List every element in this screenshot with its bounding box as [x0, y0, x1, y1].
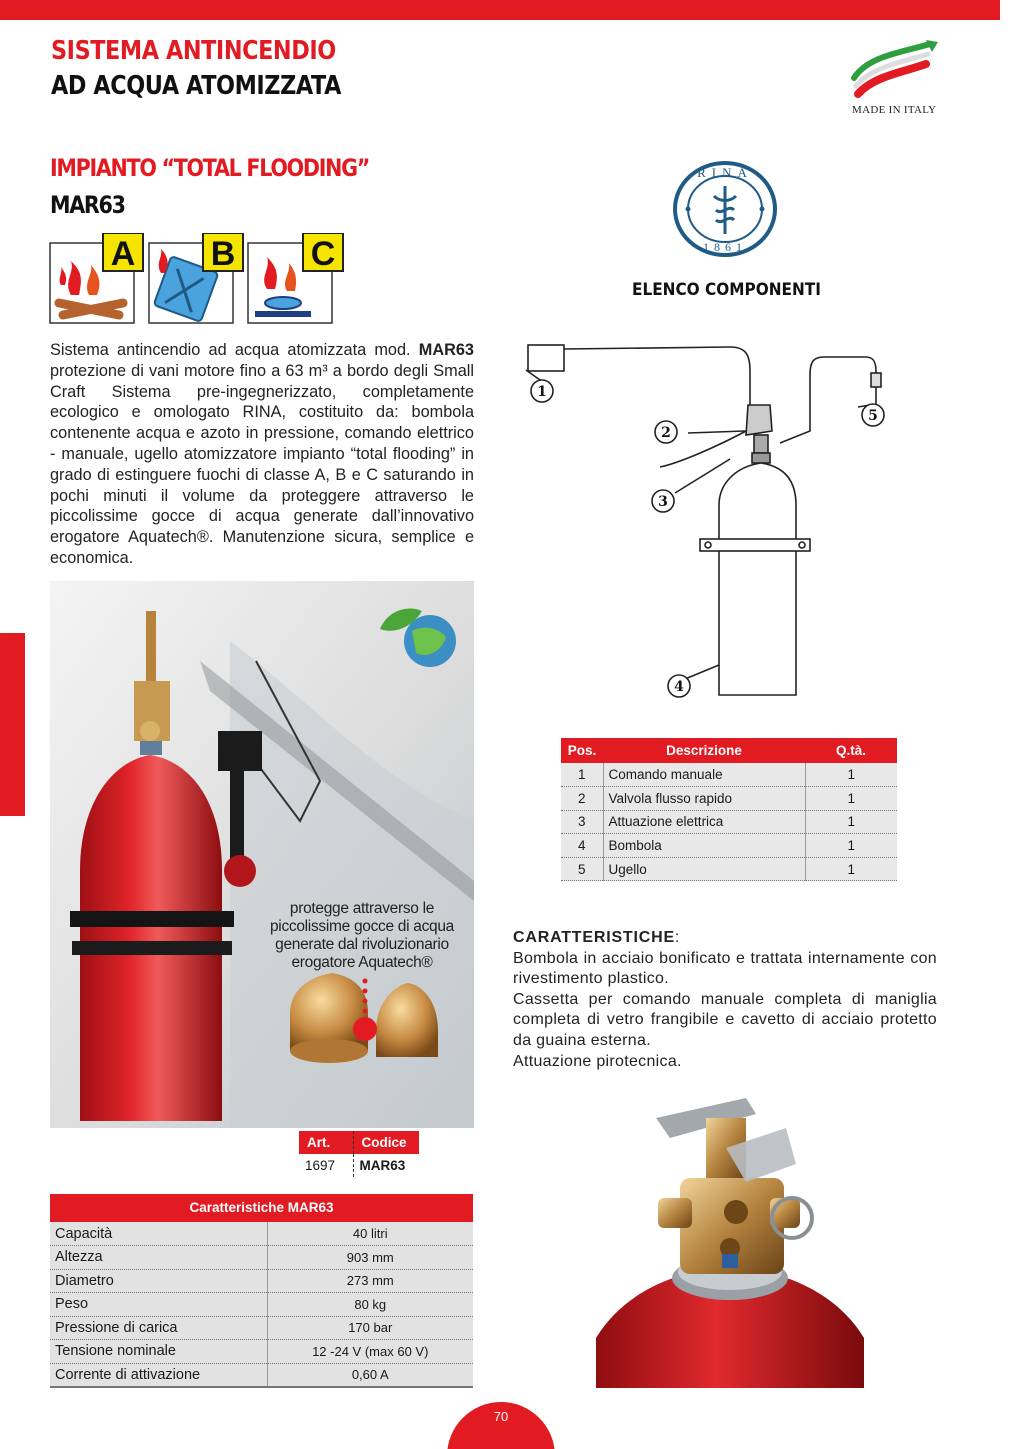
rina-certification-seal — [672, 160, 778, 258]
code-header: Codice — [353, 1131, 419, 1154]
product-photo — [50, 581, 474, 1128]
specs-table — [50, 1194, 473, 1388]
characteristics-colon: : — [674, 929, 680, 946]
characteristics-line: Bombola in acciaio bonificato e trattata internamente con rivestimento plastico. — [513, 949, 937, 988]
svg-text:C: C — [310, 235, 336, 273]
intro-body: protezione di vani motore fino a 63 m³ a bordo degli Small Craft Sistema pre-ingegnerizzato, completamente ecologico e omologato RINA, costituito da: bombola contenente acqua e azoto in pressione, comando elettrico - manuale, ugello atomizzatore impianto “total flooding” in grado di estinguere fuochi di classe A, B e C saturando in pochi minuti il volume da proteggere attraverso le piccolissime gocce di acqua generate dall’innovativo erogatore Aquatech®. Manutenzione sicura, semplice e economica. — [50, 361, 474, 567]
article-header: Art. — [299, 1131, 353, 1154]
svg-text:5: 5 — [868, 408, 878, 424]
article-code: MAR63 — [353, 1154, 419, 1177]
fire-class-c-icon — [248, 233, 343, 323]
table-row: 5 Ugello 1 — [561, 857, 897, 881]
table-row: 2 Valvola flusso rapido 1 — [561, 787, 897, 811]
characteristics-title: CARATTERISTICHE — [513, 929, 675, 946]
side-accent-tab — [0, 633, 25, 816]
table-row: 4 Bombola 1 — [561, 834, 897, 858]
intro-paragraph — [50, 340, 474, 569]
product-model: MAR63 — [50, 191, 125, 219]
col-qty: Q.tà. — [805, 738, 897, 763]
fire-class-icons — [49, 233, 345, 325]
fire-class-b-icon — [149, 233, 243, 323]
top-accent-bar — [0, 0, 1000, 20]
svg-text:B: B — [210, 235, 236, 273]
photo-caption: protegge attraverso le piccolissime gocce di acqua generate dal rivoluzionario erogatore Aquatech® — [269, 900, 455, 971]
product-type: IMPIANTO “TOTAL FLOODING” — [50, 154, 370, 182]
table-row: 1 Comando manuale 1 — [561, 763, 897, 787]
svg-text:1861: 1861 — [703, 240, 747, 254]
intro-model: MAR63 — [418, 341, 474, 359]
svg-text:A: A — [110, 235, 136, 273]
table-row: Corrente di attivazione 0,60 A — [50, 1363, 473, 1387]
made-in-italy-label: MADE IN ITALY — [852, 104, 937, 116]
table-row: Altezza 903 mm — [50, 1246, 473, 1270]
svg-text:1: 1 — [537, 384, 547, 400]
table-row: Pressione di carica 170 bar — [50, 1316, 473, 1340]
page-title-line2: AD ACQUA ATOMIZZATA — [51, 71, 341, 101]
fire-class-a-icon — [50, 233, 143, 323]
components-title: ELENCO COMPONENTI — [632, 280, 821, 300]
article-code-table — [299, 1131, 419, 1177]
manual-control-box — [528, 345, 564, 371]
svg-text:4: 4 — [674, 679, 684, 695]
table-row: Tensione nominale 12 -24 V (max 60 V) — [50, 1340, 473, 1364]
intro-lead: Sistema antincendio ad acqua atomizzata mod. — [50, 341, 419, 359]
components-table — [561, 738, 897, 881]
valve-photo — [596, 1088, 864, 1388]
table-row: Capacità 40 litri — [50, 1222, 473, 1246]
characteristics-line: Attuazione pirotecnica. — [513, 1052, 682, 1070]
col-description: Descrizione — [603, 738, 805, 763]
specs-title: Caratteristiche MAR63 — [50, 1194, 473, 1222]
svg-text:RINA: RINA — [697, 165, 753, 180]
table-row: 3 Attuazione elettrica 1 — [561, 810, 897, 834]
col-pos: Pos. — [561, 738, 603, 763]
page-number: 70 — [493, 1409, 509, 1424]
characteristics-block — [513, 928, 937, 1072]
page-title-line1: SISTEMA ANTINCENDIO — [51, 36, 336, 66]
article-number: 1697 — [305, 1158, 336, 1173]
characteristics-line: Cassetta per comando manuale completa di maniglia completa di vetro frangibile e cavetto di acciaio protetto da guaina esterna. — [513, 990, 937, 1049]
table-row: Diametro 273 mm — [50, 1269, 473, 1293]
svg-text:3: 3 — [658, 494, 668, 510]
table-row: Peso 80 kg — [50, 1293, 473, 1317]
components-diagram — [520, 335, 900, 705]
svg-text:2: 2 — [661, 425, 671, 441]
